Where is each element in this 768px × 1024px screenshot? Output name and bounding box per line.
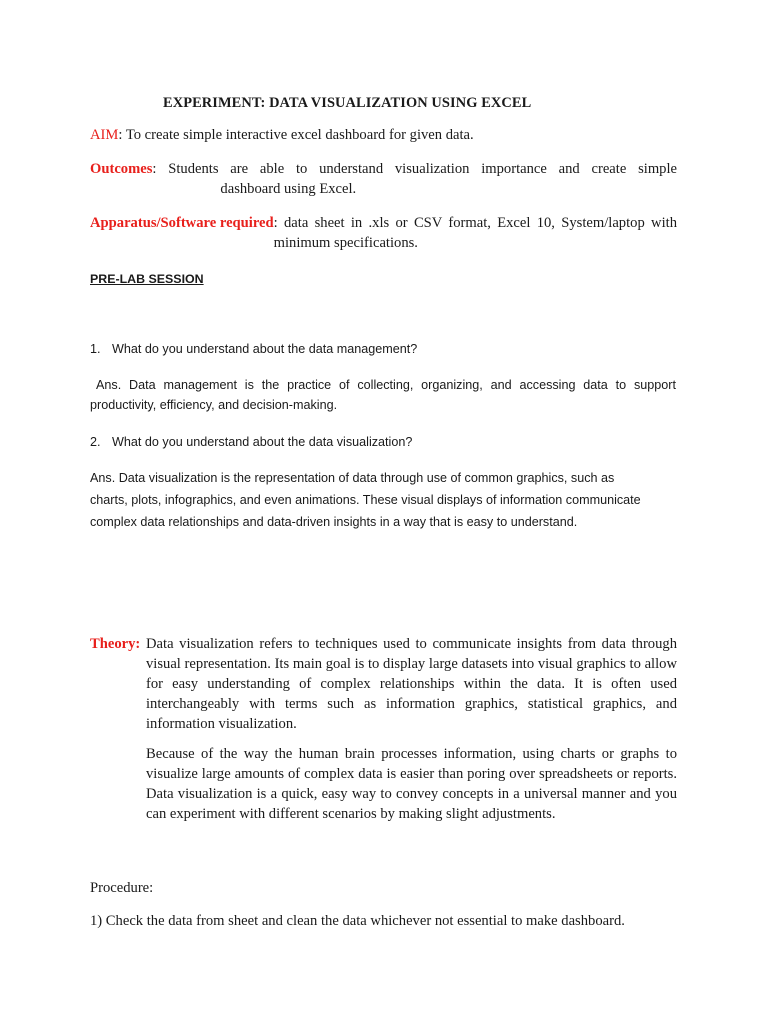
apparatus-text: : data sheet in .xls or CSV format, Excel 10, System/laptop with minimum specifications. bbox=[273, 215, 677, 251]
outcomes-label: Outcomes bbox=[90, 161, 153, 177]
answer-2: Ans. Data visualization is the representation of data through use of common graphics, such as charts, plots, infographics, and even animations. These visual displays of information communicate complex data relationships and data-driven insights in a way that is easy to understand. bbox=[90, 471, 641, 529]
outcomes-line-1: : Students are able to understand visualization importance and create simple bbox=[152, 161, 677, 177]
theory-paragraph-1: Data visualization refers to techniques used to communicate insights from data through visual representation. Its main goal is to display large datasets into visual graphics to allow for easy understanding of complex relationships within the data. It is often used interchangeably with terms such as information graphics, statistical graphics, and information visualization. bbox=[146, 636, 677, 732]
question-2-number: 2. bbox=[90, 435, 101, 449]
document-title: EXPERIMENT: DATA VISUALIZATION USING EXCEL bbox=[163, 95, 532, 111]
aim-text: : To create simple interactive excel dashboard for given data. bbox=[118, 127, 474, 143]
theory-section bbox=[90, 634, 677, 824]
outcomes-section bbox=[90, 159, 677, 199]
procedure-step-1: 1) Check the data from sheet and clean the data whichever not essential to make dashboard. bbox=[90, 913, 625, 929]
apparatus-section bbox=[90, 213, 677, 253]
theory-paragraph-2: Because of the way the human brain processes information, using charts or graphs to visualize large amounts of complex data is easier than poring over spreadsheets or reports. Data visualization is a quick, easy way to convey concepts in a universal manner and you can experiment with different scenarios by making slight adjustments. bbox=[146, 746, 677, 822]
question-2 bbox=[90, 432, 680, 452]
aim-label: AIM bbox=[90, 127, 119, 143]
theory-label: Theory: bbox=[90, 636, 141, 652]
procedure-label: Procedure: bbox=[90, 880, 154, 896]
outcomes-text bbox=[152, 159, 677, 199]
question-1-number: 1. bbox=[90, 342, 101, 356]
prelab-heading: PRE-LAB SESSION bbox=[90, 272, 204, 286]
answer-1: Ans. Data management is the practice of collecting, organizing, and accessing data to support productivity, efficiency, and decision-making. bbox=[90, 378, 676, 412]
outcomes-line-2: dashboard using Excel. bbox=[220, 181, 357, 197]
aim-section bbox=[90, 125, 680, 145]
question-1 bbox=[90, 339, 680, 359]
question-1-text: What do you understand about the data management? bbox=[112, 342, 418, 356]
question-2-text: What do you understand about the data visualization? bbox=[112, 435, 413, 449]
apparatus-label: Apparatus/Software required bbox=[90, 215, 274, 231]
